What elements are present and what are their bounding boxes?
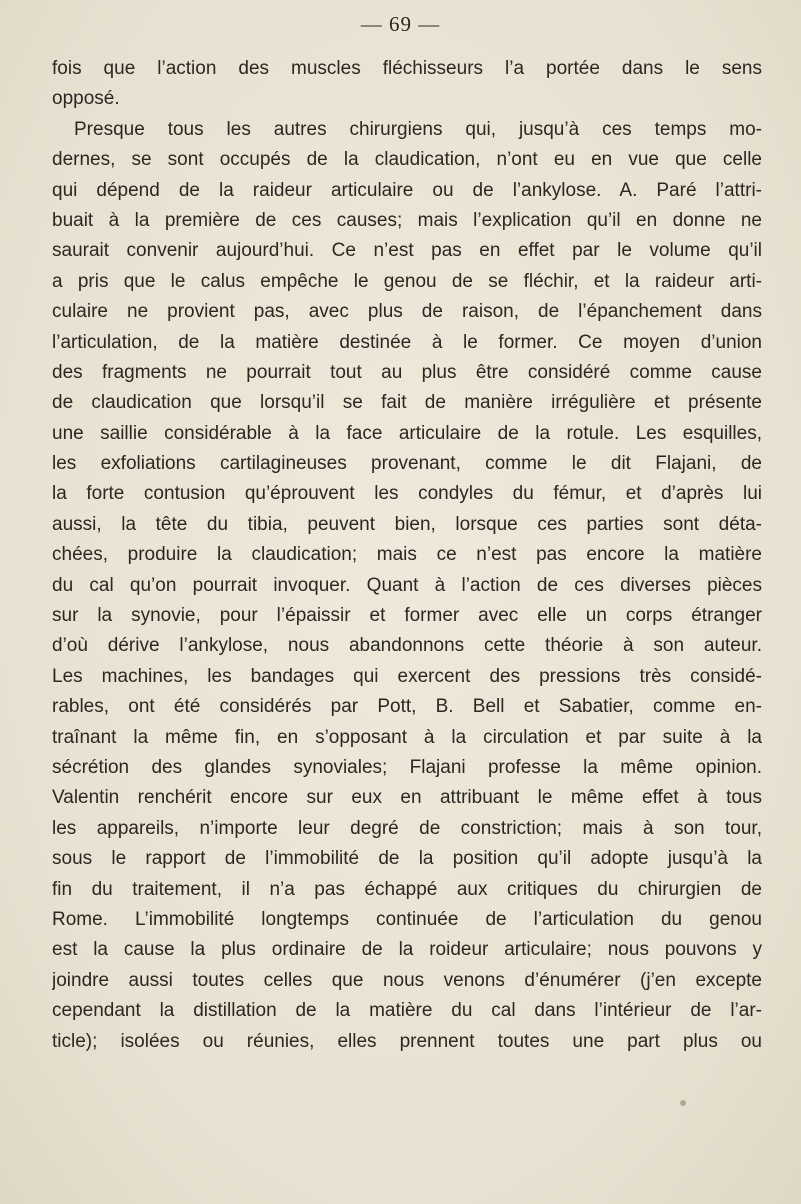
text-line: opposé. — [52, 88, 120, 110]
text-line: une saillie considérable à la face articulaire de la rotule. Les esquilles, — [52, 422, 762, 444]
text-line: Presque tous les autres chirurgiens qui, jusqu’à ces temps mo- — [74, 118, 762, 140]
body-text — [52, 54, 762, 1057]
text-line: les exfoliations cartilagineuses provenant, comme le dit Flajani, de — [52, 453, 762, 475]
text-line: rables, ont été considérés par Pott, B. Bell et Sabatier, comme en- — [52, 696, 762, 718]
text-line: aussi, la tête du tibia, peuvent bien, lorsque ces parties sont déta- — [52, 513, 762, 535]
text-line: Les machines, les bandages qui exercent des pressions très considé- — [52, 665, 762, 687]
text-line: Valentin renchérit encore sur eux en attribuant le même effet à tous — [52, 787, 762, 809]
text-line: joindre aussi toutes celles que nous venons d’énumérer (j’en excepte — [52, 969, 762, 991]
text-line: sécrétion des glandes synoviales; Flajani professe la même opinion. — [52, 756, 762, 778]
text-line: l’articulation, de la matière destinée à le former. Ce moyen d’union — [52, 331, 762, 353]
text-line: traînant la même fin, en s’opposant à la circulation et par suite à la — [52, 726, 762, 748]
text-line: saurait convenir aujourd’hui. Ce n’est pas en effet par le volume qu’il — [52, 240, 762, 262]
text-line: de claudication que lorsqu’il se fait de manière irrégulière et présente — [52, 392, 762, 414]
text-line: Rome. L’immobilité longtemps continuée de l’articulation du genou — [52, 908, 762, 930]
text-line: est la cause la plus ordinaire de la roideur articulaire; nous pouvons y — [52, 939, 762, 961]
text-line: d’où dérive l’ankylose, nous abandonnons cette théorie à son auteur. — [52, 635, 762, 657]
text-line: fin du traitement, il n’a pas échappé aux critiques du chirurgien de — [52, 878, 762, 900]
text-line: les appareils, n’importe leur degré de constriction; mais à son tour, — [52, 817, 762, 839]
text-line: sous le rapport de l’immobilité de la position qu’il adopte jusqu’à la — [52, 848, 762, 870]
text-line: qui dépend de la raideur articulaire ou de l’ankylose. A. Paré l’attri- — [52, 179, 762, 201]
text-line: dernes, se sont occupés de la claudication, n’ont eu en vue que celle — [52, 149, 762, 171]
text-line: culaire ne provient pas, avec plus de raison, de l’épanchement dans — [52, 301, 762, 323]
text-line: sur la synovie, pour l’épaissir et former avec elle un corps étranger — [52, 605, 762, 627]
ink-speck — [680, 1100, 686, 1106]
text-line: fois que l’action des muscles fléchisseurs l’a portée dans le sens — [52, 58, 762, 79]
text-line: cependant la distillation de la matière du cal dans l’intérieur de l’ar- — [52, 1000, 762, 1022]
text-line: la forte contusion qu’éprouvent les condyles du fémur, et d’après lui — [52, 483, 762, 505]
text-line: ticle); isolées ou réunies, elles prennent toutes une part plus ou — [52, 1030, 762, 1052]
page-number: — 69 — — [360, 12, 441, 36]
text-line: a pris que le calus empêche le genou de se fléchir, et la raideur arti- — [52, 270, 762, 292]
text-line: buait à la première de ces causes; mais l’explication qu’il en donne ne — [52, 209, 762, 231]
text-line: chées, produire la claudication; mais ce n’est pas encore la matière — [52, 544, 762, 566]
text-line: des fragments ne pourrait tout au plus être considéré comme cause — [52, 361, 762, 383]
text-line: du cal qu’on pourrait invoquer. Quant à l’action de ces diverses pièces — [52, 574, 762, 596]
